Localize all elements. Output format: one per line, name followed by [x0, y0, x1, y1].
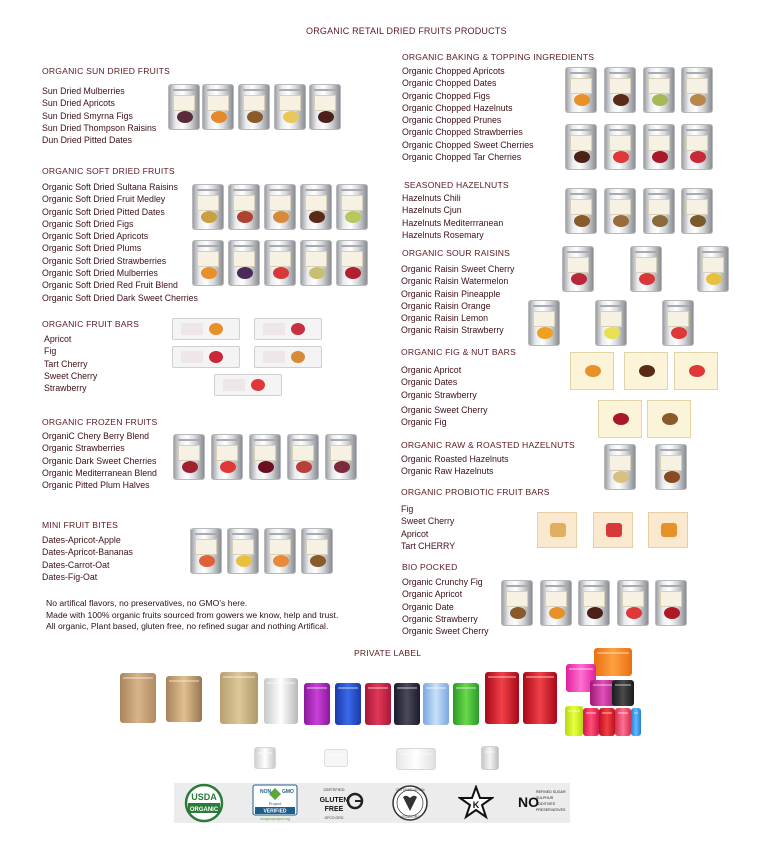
- vegan-badge: [388, 783, 432, 823]
- white-pouch-image: [254, 747, 276, 769]
- product-pouch: [249, 434, 281, 480]
- product-bar: [172, 346, 240, 368]
- product-pouch: [301, 528, 333, 574]
- soft-dried-heading: ORGANIC SOFT DRIED FRUITS: [42, 166, 175, 176]
- list-item: Organic Raisin Orange: [401, 300, 491, 311]
- list-item: Organic Roasted Hazelnuts: [401, 454, 509, 464]
- probiotic-list: [401, 503, 455, 552]
- certified-text: CERTIFIED: [323, 787, 345, 792]
- lightblue-bag-image: [423, 683, 449, 725]
- list-item: Dates-Fig-Oat: [42, 571, 98, 582]
- product-pouch: [227, 528, 259, 574]
- baking-list: [402, 65, 534, 163]
- gluten-free-badge: [316, 783, 366, 823]
- product-pouch: [655, 580, 687, 626]
- list-item: Organic Dark Sweet Cherries: [42, 455, 157, 466]
- list-item: Organic Chopped Apricots: [402, 66, 505, 76]
- product-box: [598, 400, 642, 438]
- product-pouch: [325, 434, 357, 480]
- list-item: Dates-Apricot-Apple: [42, 535, 121, 545]
- list-item: Organic Soft Dried Dark Sweet Cherries: [42, 292, 198, 303]
- product-pouch: [211, 434, 243, 480]
- list-item: OrganiC Chery Berry Blend: [42, 431, 150, 441]
- gfco-text: GFCO.ORG: [324, 816, 344, 820]
- kraft-bag-image: [220, 672, 258, 724]
- list-item: Sun Dried Apricots: [42, 98, 115, 109]
- list-item: Sun Dried Smyrna Figs: [42, 110, 133, 121]
- fig-nut-list-a: [401, 364, 477, 401]
- list-item: Organic Chopped Hazelnuts: [402, 102, 513, 113]
- list-item: Organic Strawberries: [42, 443, 125, 454]
- hazelnuts-list: [402, 192, 503, 241]
- product-pouch: [190, 528, 222, 574]
- list-item: Sun Dried Thompson Raisins: [42, 122, 157, 133]
- list-item: Sweet Cherry: [44, 370, 98, 381]
- list-item: Hazelnuts Rosemary: [402, 229, 484, 240]
- list-item: Dun Dried Pitted Dates: [42, 135, 132, 146]
- frozen-heading: ORGANIC FROZEN FRUITS: [42, 417, 158, 427]
- product-pouch: [565, 67, 597, 113]
- product-pouch: [228, 184, 260, 230]
- list-item: Tart CHERRY: [401, 540, 456, 551]
- product-bar: [214, 374, 282, 396]
- list-item: Organic Sweet Cherry: [402, 626, 489, 637]
- soft-dried-list: [42, 181, 198, 304]
- no-item-text: PRESERVATIVES: [536, 808, 566, 812]
- product-pouch: [643, 67, 675, 113]
- product-pouch: [662, 300, 694, 346]
- list-item: Organic Chopped Dates: [402, 78, 497, 89]
- product-pouch: [274, 84, 306, 130]
- raw-roasted-list: [401, 453, 509, 478]
- product-pouch: [681, 124, 713, 170]
- bio-pocked-heading: BIO POCKED: [402, 562, 458, 572]
- product-pouch: [192, 240, 224, 286]
- list-item: Organic Raw Hazelnuts: [401, 466, 494, 477]
- product-pouch: [643, 124, 675, 170]
- non-gmo-badge: [250, 783, 300, 823]
- baking-heading: ORGANIC BAKING & TOPPING INGREDIENTS: [402, 52, 595, 62]
- vegan-text: CERTIFIED VEGAN: [395, 788, 425, 792]
- list-item: Organic Soft Dried Mulberries: [42, 268, 158, 279]
- note-line: All organic, Plant based, gluten free, no refined sugar and nothing Artifical.: [46, 621, 329, 631]
- product-pouch: [565, 124, 597, 170]
- vegan-url-text: VEGAN.ORG: [400, 815, 420, 819]
- list-item: Fig: [44, 346, 57, 357]
- gluten-free-g-icon: [318, 784, 364, 822]
- hazelnuts-heading: SEASONED HAZELNUTS: [404, 180, 509, 190]
- product-pouch: [264, 240, 296, 286]
- product-bar: [254, 346, 322, 368]
- list-item: Organic Soft Dried Plums: [42, 243, 142, 254]
- probiotic-heading: ORGANIC PROBIOTIC FRUIT BARS: [401, 487, 550, 497]
- product-pouch: [604, 67, 636, 113]
- list-item: Hazelnuts Chili: [402, 193, 461, 203]
- kraft-bag-image: [120, 673, 156, 723]
- orange-bag-image: [594, 648, 632, 676]
- list-item: Organic Apricot: [401, 365, 462, 375]
- product-pouch: [578, 580, 610, 626]
- purple-bag-image: [304, 683, 330, 725]
- product-pouch: [287, 434, 319, 480]
- product-pouch: [562, 246, 594, 292]
- list-item: Organic Strawberry: [402, 613, 478, 624]
- frozen-list: [42, 430, 157, 491]
- red-bag-image: [523, 672, 557, 724]
- note-line: Made with 100% organic fruits sourced from gowers we know, help and trust.: [46, 609, 339, 620]
- usda-organic-badge: [182, 783, 226, 823]
- no-additives-badge: [514, 783, 570, 823]
- list-item: Organic Chopped Sweet Cherries: [402, 139, 534, 150]
- list-item: Apricot: [401, 528, 429, 539]
- product-pouch: [681, 188, 713, 234]
- list-item: Organic Raisin Pineapple: [401, 288, 501, 299]
- list-item: Strawberry: [44, 383, 87, 394]
- list-item: Organic Raisin Sweet Cherry: [401, 264, 515, 274]
- white-bag-image: [264, 678, 298, 724]
- kosher-k-text: K: [472, 800, 480, 810]
- list-item: Organic Soft Dried Strawberries: [42, 255, 167, 266]
- organic-text: ORGANIC: [189, 807, 219, 813]
- product-box: [537, 512, 577, 548]
- list-item: Organic Apricot: [402, 589, 463, 600]
- product-pouch: [192, 184, 224, 230]
- non-gmo-butterfly-icon: [251, 784, 299, 822]
- product-pouch: [336, 240, 368, 286]
- no-item-text: SULPHUR: [536, 796, 554, 800]
- list-item: Organic Sweet Cherry: [401, 405, 488, 415]
- list-item: Tart Cherry: [44, 358, 88, 369]
- product-pouch: [604, 124, 636, 170]
- non-text: NON: [260, 789, 272, 795]
- list-item: Dates-Apricot-Bananas: [42, 547, 133, 558]
- white-bar-wrapper-image: [396, 748, 436, 770]
- list-item: Fig: [401, 504, 414, 514]
- product-box: [647, 400, 691, 438]
- product-pouch: [697, 246, 729, 292]
- product-pouch: [501, 580, 533, 626]
- list-item: Hazelnuts Mediterrranean: [402, 217, 504, 228]
- product-box: [593, 512, 633, 548]
- list-item: Sweet Cherry: [401, 516, 455, 527]
- list-item: Organic Chopped Tar Cherries: [402, 152, 522, 163]
- product-bar: [172, 318, 240, 340]
- product-pouch: [630, 246, 662, 292]
- product-box: [624, 352, 668, 390]
- list-item: Organic Dates: [401, 377, 458, 388]
- list-item: Dates-Carrot-Oat: [42, 559, 110, 570]
- product-pouch: [309, 84, 341, 130]
- list-item: Organic Soft Dried Fruit Medley: [42, 194, 166, 205]
- list-item: Organic Soft Dried Figs: [42, 218, 134, 229]
- white-packet-image: [324, 749, 348, 767]
- product-pouch: [655, 444, 687, 490]
- product-bar: [254, 318, 322, 340]
- product-pouch: [173, 434, 205, 480]
- page-title: ORGANIC RETAIL DRIED FRUITS PRODUCTS: [306, 26, 507, 36]
- fruit-bars-heading: ORGANIC FRUIT BARS: [42, 319, 140, 329]
- product-pouch: [264, 528, 296, 574]
- fruit-bars-list: [44, 333, 97, 394]
- no-item-text: ADDITIVES: [536, 802, 555, 806]
- list-item: Organic Mediterranean Blend: [42, 467, 157, 478]
- green-bag-image: [453, 683, 479, 725]
- usda-organic-seal-icon: [184, 783, 224, 823]
- product-pouch: [604, 444, 636, 490]
- product-box: [570, 352, 614, 390]
- product-pouch: [202, 84, 234, 130]
- pink-bag-image: [615, 708, 631, 736]
- product-pouch: [238, 84, 270, 130]
- list-item: Organic Raisin Watermelon: [401, 276, 509, 287]
- list-item: Organic Pitted Plum Halves: [42, 480, 150, 491]
- product-pouch: [595, 300, 627, 346]
- product-pouch: [681, 67, 713, 113]
- bio-pocked-list: [402, 576, 489, 637]
- product-pouch: [264, 184, 296, 230]
- verified-text: VERIFIED: [263, 808, 287, 815]
- usda-text: USDA: [191, 792, 217, 802]
- product-pouch: [540, 580, 572, 626]
- red-bag-image: [583, 708, 599, 736]
- product-pouch: [300, 240, 332, 286]
- nongmo-url-text: nongmoproject.org: [260, 817, 290, 821]
- fig-nut-heading: ORGANIC FIG & NUT BARS: [401, 347, 517, 357]
- no-item-text: REFINED SUGAR: [536, 790, 566, 794]
- list-item: Organic Raisin Lemon: [401, 313, 489, 324]
- list-item: Hazelnuts Cjun: [402, 205, 462, 216]
- black-bag-image: [612, 680, 634, 706]
- product-pouch: [168, 84, 200, 130]
- list-item: Organic Chopped Figs: [402, 90, 491, 101]
- list-item: Organic Date: [402, 601, 454, 612]
- list-item: Organic Soft Dried Apricots: [42, 231, 149, 242]
- yellow-bag-image: [565, 706, 583, 736]
- kosher-badge: [456, 783, 496, 823]
- fig-nut-list-b: [401, 404, 488, 429]
- product-box: [674, 352, 718, 390]
- private-label-heading: PRIVATE LABEL: [354, 648, 422, 658]
- product-pouch: [604, 188, 636, 234]
- mini-bites-list: [42, 534, 133, 583]
- product-pouch: [565, 188, 597, 234]
- blue-bag-image: [631, 708, 641, 736]
- list-item: Organic Soft Dried Sultana Raisins: [42, 182, 178, 192]
- sour-raisins-heading: ORGANIC SOUR RAISINS: [402, 248, 511, 258]
- gluten-text: GLUTEN: [319, 797, 349, 804]
- list-item: Organic Fig: [401, 417, 447, 428]
- product-pouch: [643, 188, 675, 234]
- white-gusset-bag-image: [481, 746, 499, 770]
- blue-bag-image: [335, 683, 361, 725]
- project-text: Project: [268, 801, 282, 806]
- notes-block: [46, 598, 338, 633]
- raw-roasted-heading: ORGANIC RAW & ROASTED HAZELNUTS: [401, 440, 575, 450]
- vegan-heart-icon: [390, 783, 430, 823]
- product-pouch: [228, 240, 260, 286]
- product-box: [648, 512, 688, 548]
- list-item: Sun Dried Mulberries: [42, 86, 125, 96]
- sour-raisins-list: [401, 263, 514, 337]
- product-pouch: [528, 300, 560, 346]
- list-item: Apricot: [44, 334, 72, 344]
- red-bag-image: [485, 672, 519, 724]
- kosher-star-icon: [458, 785, 494, 821]
- red-bag-image: [365, 683, 391, 725]
- no-text: NO: [518, 794, 539, 810]
- list-item: Organic Raisin Strawberry: [401, 325, 504, 336]
- list-item: Organic Chopped Prunes: [402, 115, 502, 126]
- kraft-bag-image: [166, 676, 202, 722]
- list-item: Organic Strawberry: [401, 389, 477, 400]
- product-pouch: [617, 580, 649, 626]
- no-additives-label: [514, 785, 570, 821]
- product-pouch: [336, 184, 368, 230]
- list-item: Organic Crunchy Fig: [402, 577, 483, 587]
- sun-dried-heading: ORGANIC SUN DRIED FRUITS: [42, 66, 170, 76]
- list-item: Organic Soft Dried Red Fruit Blend: [42, 280, 178, 291]
- gmo-text: GMO: [282, 789, 294, 795]
- certification-badges: [174, 783, 570, 823]
- product-pouch: [300, 184, 332, 230]
- list-item: Organic Soft Dried Pitted Dates: [42, 206, 165, 217]
- free-text: FREE: [324, 806, 344, 813]
- note-line: No artifical flavors, no preservatives, no GMO's here.: [46, 598, 248, 608]
- list-item: Organic Chopped Strawberries: [402, 127, 523, 138]
- mini-bites-heading: MINI FRUIT BITES: [42, 520, 119, 530]
- sun-dried-list: [42, 85, 156, 146]
- black-bag-image: [394, 683, 420, 725]
- red-bag-image: [599, 708, 615, 736]
